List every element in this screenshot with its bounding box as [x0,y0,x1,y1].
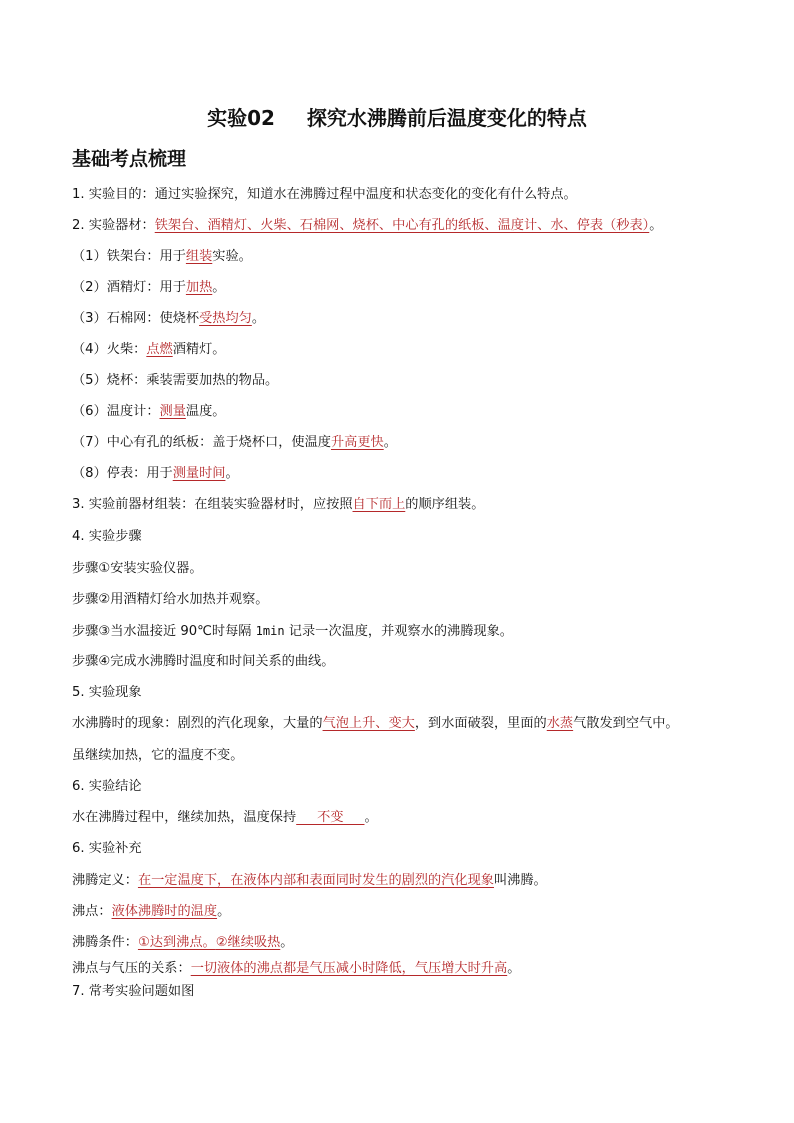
text: 水沸腾时的现象：剧烈的汽化现象，大量的 [72,716,323,731]
text: 沸点： [72,904,112,919]
subsection-heading: 5. 实验现象 [72,685,142,700]
paragraph-equipment [72,217,662,235]
answer-text: ①达到沸点。 [137,935,216,950]
title-experiment-name: 探究水沸腾前后温度变化的特点 [306,106,587,130]
subsection-heading: 7. 常考实验问题如图 [72,984,195,999]
text: 。 [251,311,266,326]
list-item [72,465,239,483]
paragraph-conclusion [72,809,378,827]
answer-text: 气泡上升、变大 [322,716,415,731]
answer-text: 液体沸腾时的温度 [111,904,218,919]
text: 沸腾条件： [72,935,138,950]
text: 。 [364,810,378,825]
list-item: （5）烧杯：乘装需要加热的物品。 [72,373,279,388]
text: 温度。 [185,404,226,419]
text: 酒精灯。 [172,342,226,357]
subsection-heading: 6. 实验结论 [72,779,142,794]
text: 。 [280,935,294,950]
step-item: 步骤④完成水沸腾时温度和时间关系的曲线。 [72,654,335,669]
list-item [72,403,225,421]
text: 2. 实验器材： [72,218,155,233]
answer-text: 测量 [159,404,186,419]
answer-text: 一切液体的沸点都是气压减小时降低，气压增大时升高 [190,961,508,976]
answer-text: 不变 [296,810,365,825]
text: ，到水面破裂，里面的 [414,716,547,731]
text: 。 [217,904,231,919]
text: 3. 实验前器材组装：在组装实验器材时，应按照 [72,497,353,512]
text: 。 [507,961,521,976]
text: 。 [212,280,226,295]
text: （8）停表：用于 [72,466,173,481]
list-item [72,248,252,266]
subsection-heading: 6. 实验补充 [72,841,142,856]
answer-text: ②继续吸热 [215,935,281,950]
subsection-heading: 4. 实验步骤 [72,529,142,544]
text: 的顺序组装。 [405,497,485,512]
answer-text: 测量时间 [172,466,226,481]
list-item [72,279,225,297]
paragraph-boiling-conditions [72,934,293,952]
text: 。 [383,435,397,450]
answer-text: 点燃 [146,342,173,357]
text: 水在沸腾过程中，继续加热，温度保持 [72,810,297,825]
step-item: 步骤①安装实验仪器。 [72,561,203,576]
text: （1）铁架台：用于 [72,249,186,264]
paragraph-definition [72,872,547,890]
paragraph-phenomenon-cont: 虽继续加热，它的温度不变。 [72,748,244,763]
text: 。 [649,218,663,233]
list-item [72,434,397,452]
answer-text: 升高更快 [330,435,384,450]
step-item: 步骤②用酒精灯给水加热并观察。 [72,592,269,607]
paragraph-phenomenon [72,715,679,733]
paragraph-pressure-relation [72,960,520,978]
answer-text: 在一定温度下，在液体内部和表面同时发生的剧烈的汽化现象 [137,873,494,888]
answer-text: 自下而上 [352,497,406,512]
text: （3）石棉网：使烧杯 [72,311,200,326]
text: （7）中心有孔的纸板：盖于烧杯口，使温度 [72,435,331,450]
text: 沸点与气压的关系： [72,961,191,976]
answer-text: 加热 [185,280,213,295]
paragraph-assembly [72,496,484,514]
text: 气散发到空气中。 [573,716,679,731]
list-item [72,341,225,359]
title-experiment-number: 实验02 [207,106,275,130]
text: 。 [225,466,239,481]
answer-text: 铁架台、酒精灯、火柴、石棉网、烧杯、中心有孔的纸板、温度计、水、停表（秒表） [154,218,650,233]
text: 叫沸腾。 [494,873,547,888]
text: （6）温度计： [72,404,160,419]
step-item [72,622,513,641]
paragraph-boiling-point [72,903,230,921]
paragraph-purpose: 1. 实验目的：通过实验探究，知道水在沸腾过程中温度和状态变化的变化有什么特点。 [72,187,577,202]
text: 步骤③当水温接近 90℃时每隔 [72,624,256,639]
answer-text: 受热均匀 [199,311,252,326]
text: （4）火柴： [72,342,147,357]
text: （2）酒精灯：用于 [72,280,186,295]
answer-text: 组装 [185,249,213,264]
text: 实验。 [212,249,252,264]
list-item [72,310,265,328]
section-heading: 基础考点梳理 [72,148,187,170]
answer-text: 水蒸 [546,716,574,731]
page-title [0,104,794,132]
text: 1min [255,624,285,638]
text: 沸腾定义： [72,873,138,888]
text: 记录一次温度，并观察水的沸腾现象。 [284,624,513,639]
